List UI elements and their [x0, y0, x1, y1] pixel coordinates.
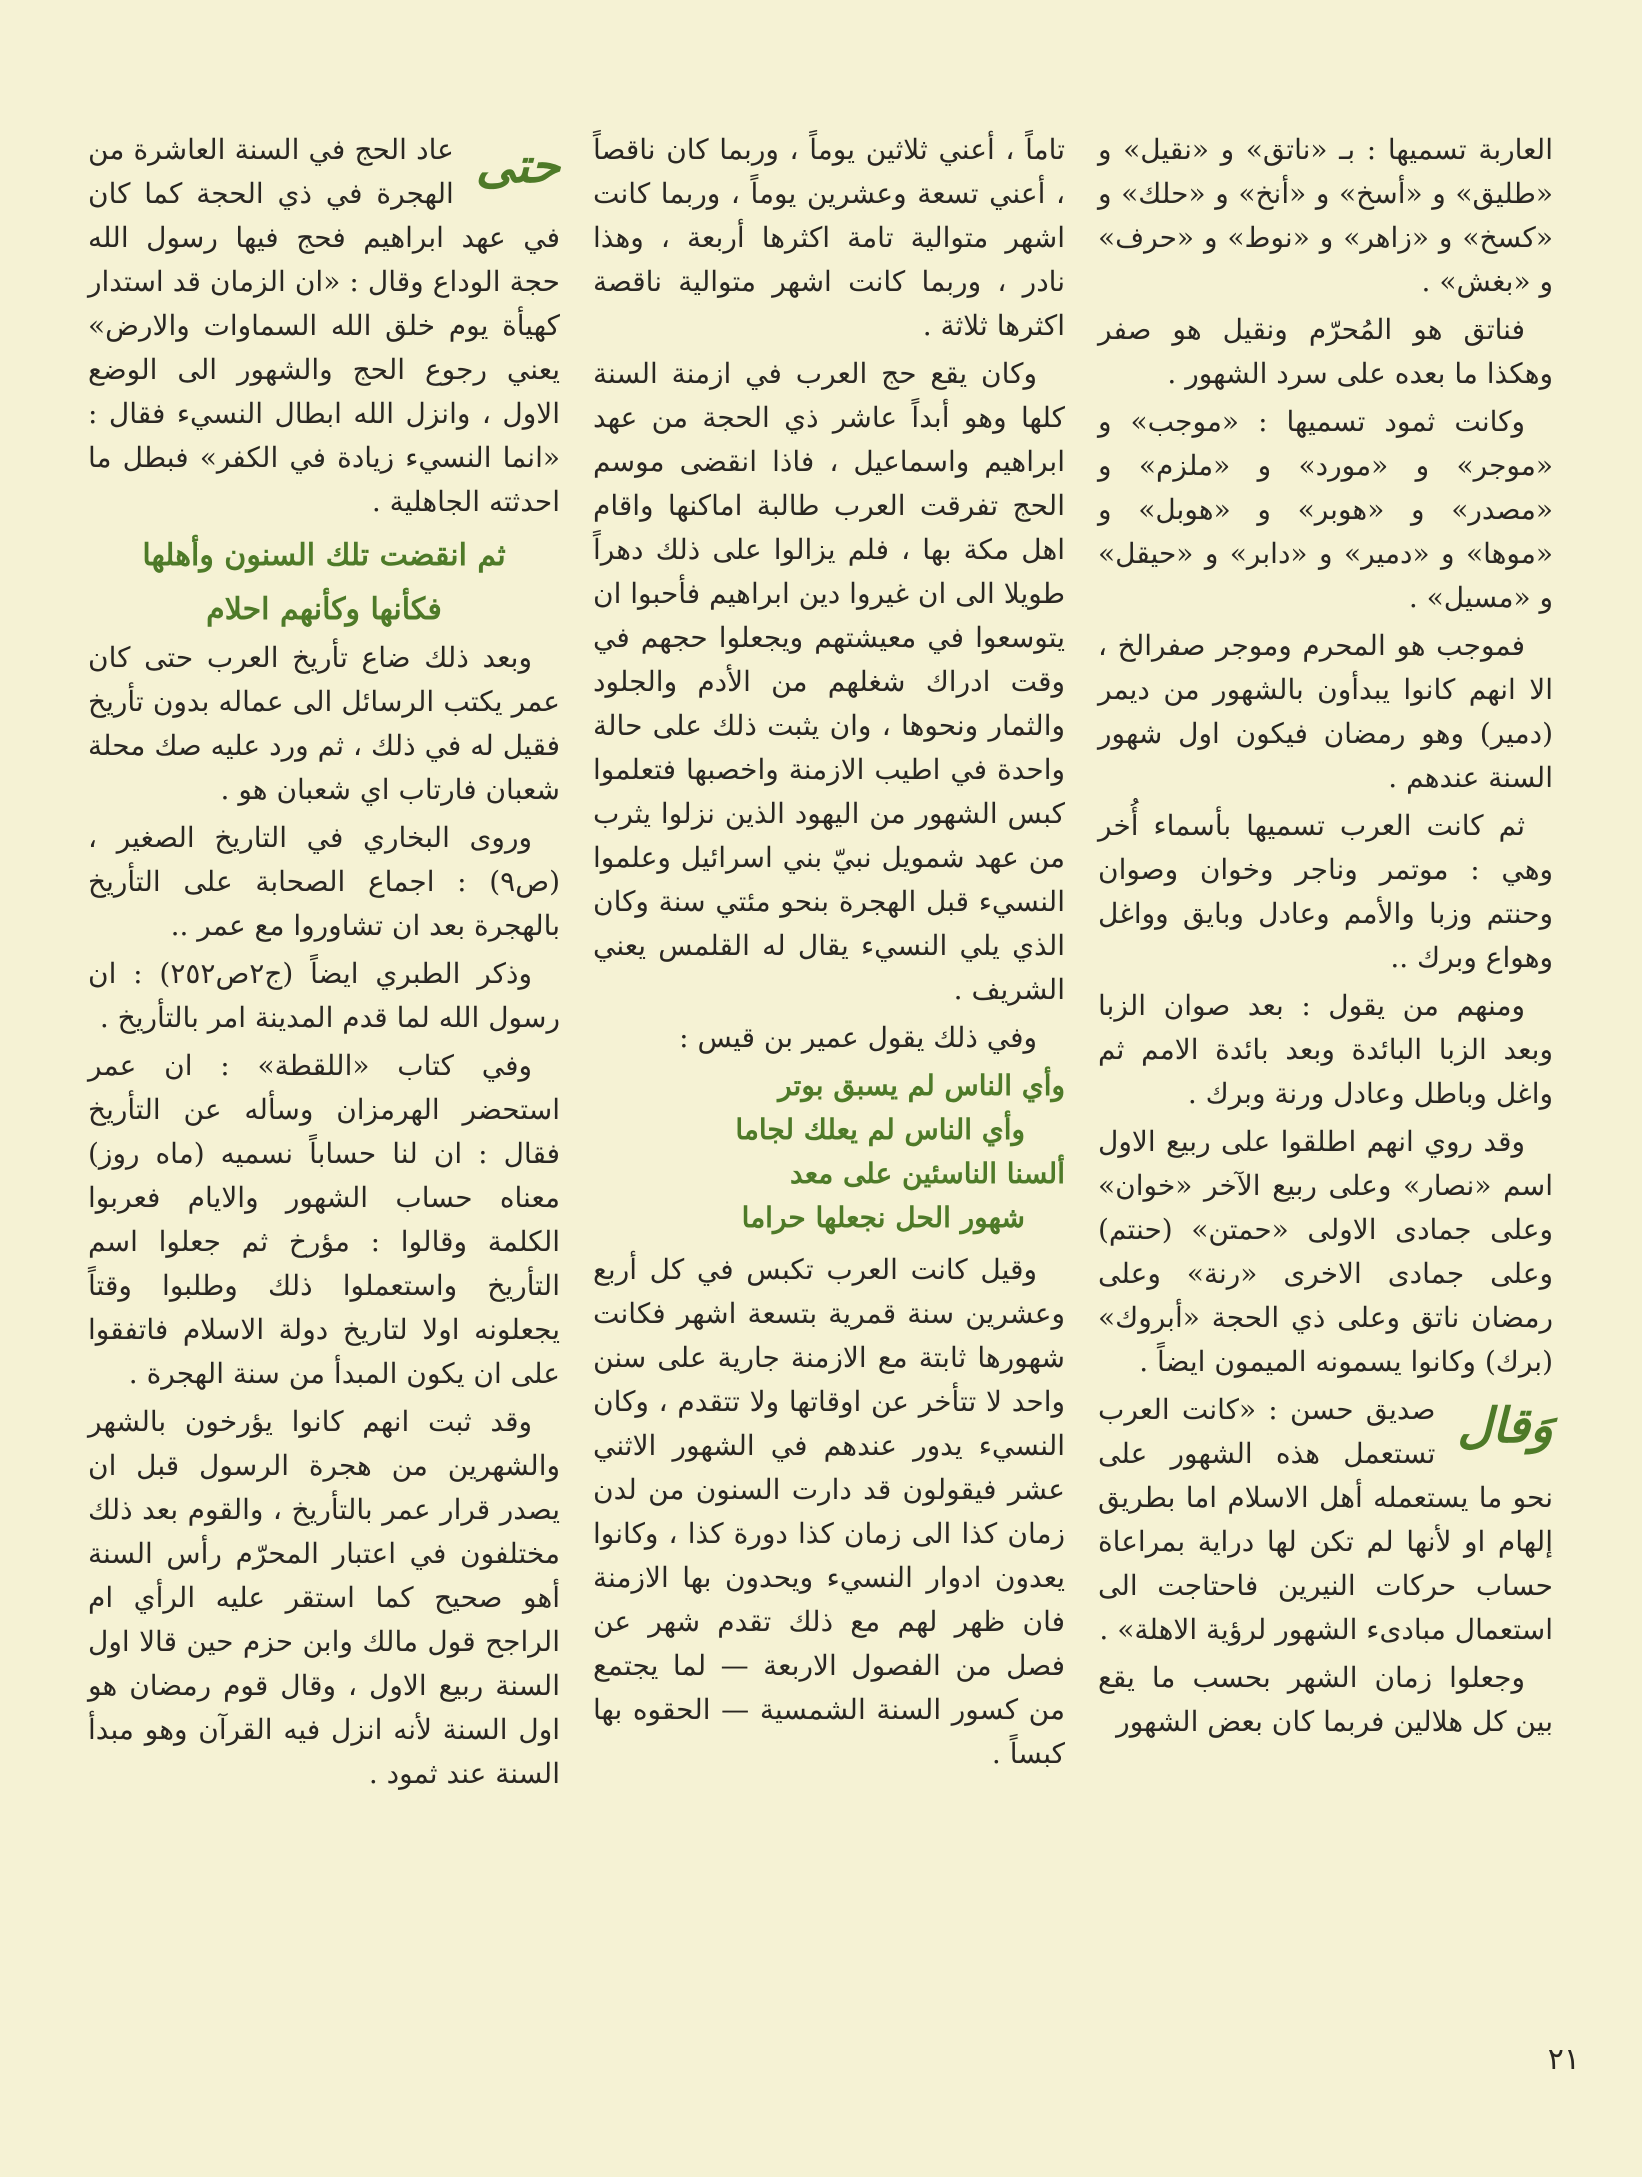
paragraph: وقد روي انهم اطلقوا على ربيع الاول اسم «نصار» وعلى ربيع الآخر «خوان» وعلى جمادى الاولى «حمتن» (حنتم) وعلى جمادى الاخرى «رنة» وعلى رمضان ناتق وعلى ذي الحجة «أبروك» (برك) وكانوا يسمونه الميمون ايضاً . — [1098, 1125, 1553, 1378]
paragraph: وذكر الطبري ايضاً (ج٢ص٢٥٢) : ان رسول الله لما قدم المدينة امر بالتأريخ . — [88, 957, 560, 1034]
paragraph: وجعلوا زمان الشهر بحسب ما يقع بين كل هلالين فربما كان بعض الشهور — [1098, 1661, 1553, 1738]
paragraph: تاماً ، أعني ثلاثين يوماً ، وربما كان ناقصاً ، أعني تسعة وعشرين يوماً ، وربما كانت اشهر متوالية تامة اكثرها أربعة ، وهذا نادر ، وربما كانت اشهر متوالية ناقصة اكثرها ثلاثة . — [593, 133, 1065, 342]
paragraph-text: صديق حسن : «كانت العرب تستعمل هذه الشهور على نحو ما يستعمله أهل الاسلام اما بطريق إلهام او لأنها لم تكن لها دراية بمراعاة حساب حركات النيرين فاحتاجت الى استعمال مبادىء الشهور لرؤية الاهلة» . — [1098, 1393, 1553, 1646]
poem-line: وأي الناس لم يعلك لجاما — [735, 1113, 1025, 1146]
paragraph: فموجب هو المحرم وموجر صفرالخ ، الا انهم كانوا يبدأون بالشهور من ديمر (دمير) وهو رمضان فيكون اول شهور السنة عندهم . — [1098, 629, 1553, 794]
paragraph: وقيل كانت العرب تكبس في كل أربع وعشرين سنة قمرية بتسعة اشهر فكانت شهورها ثابتة مع الازمنة جارية على سنن واحد لا تتأخر عن اوقاتها ولا تتقدم ، وكان النسيء يدور عندهم في الشهور الاثني عشر فيقولون قد دارت السنون من لدن زمان كذا الى زمان كذا دورة كذا ، وكانوا يعدون ادوار النسيء ويحدون بها الازمنة فان ظهر لهم مع ذلك تقدم شهر عن فصل من الفصول الاربعة — لما يجتمع من كسور السنة الشمسية — الحقوه بها كبساً . — [593, 1253, 1065, 1770]
decorative-dropword: حتى — [475, 138, 560, 194]
paragraph: وروى البخاري في التاريخ الصغير ، (ص٩) : اجماع الصحابة على التأريخ بالهجرة بعد ان تشاوروا مع عمر .. — [88, 821, 560, 942]
paragraph-with-dropword — [88, 128, 560, 524]
paragraph: فناتق هو المُحرّم ونقيل هو صفر وهكذا ما بعده على سرد الشهور . — [1098, 313, 1553, 390]
paragraph: وبعد ذلك ضاع تأريخ العرب حتى كان عمر يكتب الرسائل الى عماله بدون تأريخ فقيل له في ذلك ، ثم ورد عليه صك محلة شعبان فارتاب اي شعبان هو . — [88, 641, 560, 806]
paragraph: ثم كانت العرب تسميها بأسماء أُخر وهي : موتمر وناجر وخوان وصوان وحنتم وزبا والأمم وعادل وبايق وواغل وهواع وبرك .. — [1098, 809, 1553, 974]
paragraph-with-dropword — [1098, 1388, 1553, 1652]
paragraph-text: عاد الحج في السنة العاشرة من الهجرة في ذي الحجة كما كان في عهد ابراهيم فحج فيها رسول الله حجة الوداع وقال : «ان الزمان قد استدار كهيأة يوم خلق الله السماوات والارض» يعني رجوع الحج والشهور الى الوضع الاول ، وانزل الله ابطال النسيء فقال : «انما النسيء زيادة في الكفر» فبطل ما احدثته الجاهلية . — [88, 133, 560, 518]
paragraph: وقد ثبت انهم كانوا يؤرخون بالشهر والشهرين من هجرة الرسول قبل ان يصدر قرار عمر بالتأريخ ، والقوم بعد ذلك مختلفون في اعتبار المحرّم رأس السنة أهو صحيح كما استقر عليه الرأي ام الراجح قول مالك وابن حزم حين قالا اول السنة ربيع الاول ، وقال قوم رمضان هو اول السنة لأنه انزل فيه القرآن وهو مبدأ السنة عند ثمود . — [88, 1405, 560, 1790]
paragraph: وفي كتاب «اللقطة» : ان عمر استحضر الهرمزان وسأله عن التأريخ فقال : ان لنا حساباً نسميه (ماه روز) معناه حساب الشهور والايام فعربوا الكلمة وقالوا : مؤرخ ثم جعلوا اسم التأريخ واستعملوا ذلك وطلبوا وقتاً يجعلونه اولا لتاريخ دولة الاسلام فاتفقوا على ان يكون المبدأ من سنة الهجرة . — [88, 1049, 560, 1390]
poem-line: شهور الحل نجعلها حراما — [741, 1201, 1025, 1234]
paragraph: وكان يقع حج العرب في ازمنة السنة كلها وهو أبداً عاشر ذي الحجة من عهد ابراهيم واسماعيل ، فاذا انقضى موسم الحج تفرقت العرب طالبة اماكنها واقام اهل مكة بها ، فلم يزالوا على ذلك دهراً طويلا الى ان غيروا دين ابراهيم فأحبوا ان يتوسعوا في معيشتهم ويجعلوا حجهم في وقت ادراك شغلهم من الأدم والجلود والثمار ونحوها ، وان يثبت ذلك على حالة واحدة في اطيب الازمنة واخصبها فتعلموا كبس الشهور من اليهود الذين نزلوا يثرب من عهد شمويل نبيّ بني اسرائيل وعلموا النسيء قبل الهجرة بنحو مئتي سنة وكان الذي يلي النسيء يقال له القلمس يعني الشريف . — [593, 357, 1065, 1006]
poem — [593, 1064, 1065, 1240]
column-middle — [593, 128, 1065, 1780]
paragraph: ومنهم من يقول : بعد صوان الزبا وبعد الزبا البائدة وبعد بائدة الامم ثم واغل وباطل وعادل ورنة وبرك . — [1098, 989, 1553, 1110]
verse-heading-2: فكأنها وكأنهم احلام — [206, 592, 442, 627]
column-right — [1098, 128, 1553, 1748]
decorative-dropword: وَقال — [1457, 1398, 1553, 1454]
poem-line: وأي الناس لم يسبق بوتر — [778, 1069, 1065, 1102]
paragraph: وكانت ثمود تسميها : «موجب» و «موجر» و «مورد» و «ملزم» و «مصدر» و «هوبر» و «هوبل» و «موها» و «دمير» و «دابر» و «حيقل» و «مسيل» . — [1098, 405, 1553, 614]
page-number: ٢١ — [1547, 2042, 1580, 2077]
verse-heading-1: ثم انقضت تلك السنون وأهلها — [142, 538, 506, 573]
column-left — [88, 128, 560, 1800]
poem-line: ألسنا الناسئين على معد — [790, 1157, 1065, 1190]
paragraph: وفي ذلك يقول عمير بن قيس : — [679, 1021, 1037, 1054]
paragraph: العاربة تسميها : بـ «ناتق» و «نقيل» و «طليق» و «أسخ» و «أنخ» و «حلك» و «كسخ» و «زاهر» و «نوط» و «حرف» و «بغش» . — [1098, 133, 1553, 298]
